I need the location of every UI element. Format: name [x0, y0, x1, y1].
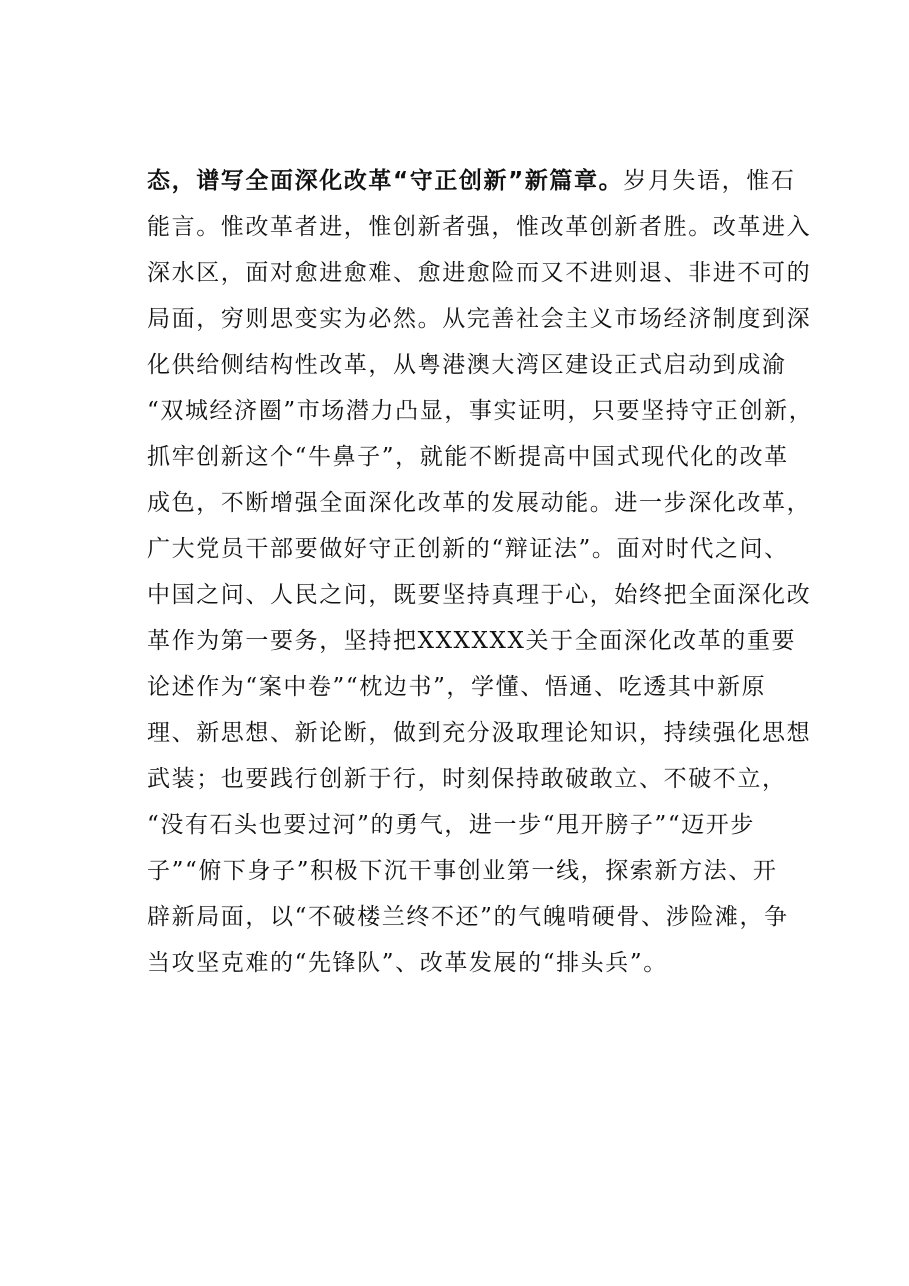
paragraph-line-12: 论述作为“案中卷”“枕边书”，学懂、悟通、吃透其中新原 [147, 674, 767, 700]
paragraph-line-15: “没有石头也要过河”的勇气，进一步“甩开膀子”“迈开步 [147, 812, 755, 838]
paragraph-line-1 [147, 158, 807, 204]
paragraph-line-8: 成色，不断增强全面深化改革的发展动能。进一步深化改革， [147, 490, 812, 516]
paragraph-line-18: 当攻坚克难的“先锋队”、改革发展的“排头兵”。 [147, 950, 668, 976]
paragraph-line-2: 能言。惟改革者进，惟创新者强，惟改革创新者胜。改革进入 [147, 214, 812, 240]
paragraph-line-6: “双城经济圈”市场潜力凸显，事实证明，只要坚持守正创新， [147, 398, 814, 424]
paragraph-line-3: 深水区，面对愈进愈难、愈进愈险而又不进则退、非进不可的 [147, 260, 812, 286]
paragraph-line-10: 中国之问、人民之问，既要坚持真理于心，始终把全面深化改 [147, 582, 812, 608]
paragraph-line-7: 抓牢创新这个“牛鼻子”，就能不断提高中国式现代化的改革 [147, 444, 789, 470]
paragraph-line-17: 辟新局面，以“不破楼兰终不还”的气魄啃硬骨、涉险滩，争 [147, 904, 789, 930]
paragraph-line-5: 化供给侧结构性改革，从粤港澳大湾区建设正式启动到成渝 [147, 352, 787, 378]
paragraph-line-14: 武装；也要践行创新于行，时刻保持敢破敢立、不破不立， [147, 766, 787, 792]
paragraph-line-11: 革作为第一要务，坚持把XXXXXX关于全面深化改革的重要 [147, 628, 797, 654]
body-paragraph [147, 158, 814, 986]
paragraph-line-13: 理、新思想、新论断，做到充分汲取理论知识，持续强化思想 [147, 720, 812, 746]
paragraph-line-9: 广大党员干部要做好守正创新的“辩证法”。面对时代之问、 [147, 536, 789, 562]
paragraph-line-16: 子”“俯下身子”积极下沉干事创业第一线，探索新方法、开 [147, 858, 778, 884]
bold-heading-phrase: 态，谱写全面深化改革“守正创新”新篇章。 [147, 168, 624, 194]
paragraph-line-4: 局面，穷则思变实为必然。从完善社会主义市场经济制度到深 [147, 306, 812, 332]
paragraph-text: 岁月失语，惟石 [623, 168, 796, 194]
